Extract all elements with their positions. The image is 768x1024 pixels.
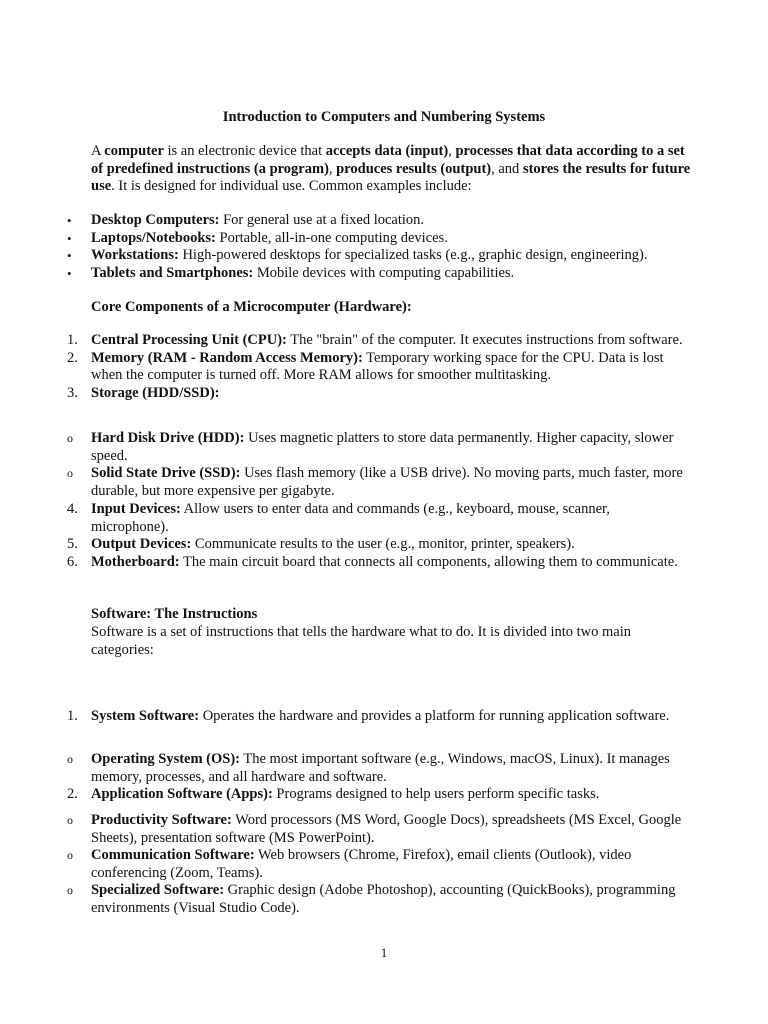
list-item xyxy=(0,751,691,786)
bullet-icon: • xyxy=(67,265,72,281)
intro-paragraph xyxy=(91,143,691,196)
item-term: Solid State Drive (SSD): xyxy=(91,465,241,481)
hardware-list xyxy=(0,332,768,402)
software-list xyxy=(0,708,768,726)
list-item xyxy=(0,247,691,265)
list-number: 3. xyxy=(67,384,78,401)
item-text: Uses magnetic platters to store data permanently. Higher capacity, slower speed. xyxy=(91,430,674,464)
item-term: Specialized Software: xyxy=(91,882,225,898)
item-term: Productivity Software: xyxy=(91,812,232,828)
item-term: Memory (RAM - Random Access Memory): xyxy=(91,349,363,366)
list-item xyxy=(0,212,691,230)
circle-bullet-icon: o xyxy=(67,752,73,766)
storage-list xyxy=(0,430,768,500)
item-text: Graphic design (Adobe Photoshop), accounting (QuickBooks), programming environments (Visual Studio Code). xyxy=(91,882,676,916)
item-term: Communication Software: xyxy=(91,847,255,863)
apps-list xyxy=(0,812,768,917)
list-item xyxy=(0,708,691,726)
item-term: Storage (HDD/SSD): xyxy=(91,384,220,401)
circle-bullet-icon: o xyxy=(67,431,73,445)
item-term: Motherboard: xyxy=(91,553,180,570)
circle-bullet-icon: o xyxy=(67,883,73,897)
list-number: 1. xyxy=(67,332,78,348)
item-term: Hard Disk Drive (HDD): xyxy=(91,430,245,446)
item-text: Word processors (MS Word, Google Docs), spreadsheets (MS Excel, Google Sheets), presentation software (MS PowerPoint). xyxy=(91,812,682,846)
item-text: High-powered desktops for specialized tasks (e.g., graphic design, engineering). xyxy=(178,247,648,263)
item-term: Central Processing Unit (CPU): xyxy=(91,332,287,348)
item-text: Temporary working space for the CPU. Data is lost when the computer is turned off. More RAM allows for smoother multitasking. xyxy=(91,349,664,383)
list-item xyxy=(0,501,691,536)
item-term: Laptops/Notebooks: xyxy=(91,229,216,246)
intro-bold: produces results (output) xyxy=(336,160,492,177)
intro-bold: accepts data (input) xyxy=(325,143,449,159)
list-number: 5. xyxy=(67,536,78,552)
item-term: Operating System (OS): xyxy=(91,751,241,767)
list-item xyxy=(0,812,691,847)
list-number: 2. xyxy=(67,349,78,366)
item-term: Output Devices: xyxy=(91,536,192,552)
list-number: 2. xyxy=(67,786,78,802)
hardware-heading: Core Components of a Microcomputer (Hardware): xyxy=(91,299,412,315)
circle-bullet-icon: o xyxy=(67,466,73,480)
list-number: 1. xyxy=(67,708,78,724)
item-text: The most important software (e.g., Windows, macOS, Linux). It manages memory, processes, and all hardware and software. xyxy=(91,751,670,785)
item-text: Allow users to enter data and commands (e.g., keyboard, mouse, scanner, microphone). xyxy=(91,501,610,535)
intro-text: is an electronic device that xyxy=(163,143,326,159)
bullet-icon: • xyxy=(67,230,72,246)
list-item xyxy=(0,465,691,500)
item-term: Desktop Computers: xyxy=(91,212,220,228)
item-text: Operates the hardware and provides a platform for running application software. xyxy=(199,708,670,724)
circle-bullet-icon: o xyxy=(67,848,73,862)
list-number: 6. xyxy=(67,553,78,570)
intro-text: , and xyxy=(491,160,523,177)
intro-bold: computer xyxy=(104,143,164,159)
item-text: Web browsers (Chrome, Firefox), email clients (Outlook), video conferencing (Zoom, Teams). xyxy=(91,847,632,881)
item-text: Mobile devices with computing capabilities. xyxy=(253,264,515,281)
list-item xyxy=(0,536,691,554)
list-number: 4. xyxy=(67,501,78,517)
list-item xyxy=(0,882,691,917)
item-text: Uses flash memory (like a USB drive). No moving parts, much faster, more durable, but more expensive per gigabyte. xyxy=(91,465,683,499)
list-item xyxy=(0,847,691,882)
intro-text: , xyxy=(448,143,456,159)
hardware-list-continued xyxy=(0,501,768,571)
intro-text: , xyxy=(328,160,337,177)
item-term: Tablets and Smartphones: xyxy=(91,264,254,281)
list-item xyxy=(0,786,691,804)
item-term: Workstations: xyxy=(91,247,179,263)
item-text: Portable, all-in-one computing devices. xyxy=(215,229,448,246)
list-item xyxy=(0,265,691,283)
item-term: Application Software (Apps): xyxy=(91,786,273,802)
software-heading: Software: The Instructions xyxy=(91,606,258,622)
bullet-icon: • xyxy=(67,213,72,228)
item-text: Communicate results to the user (e.g., monitor, printer, speakers). xyxy=(191,536,575,552)
list-item xyxy=(0,385,691,403)
item-text: The main circuit board that connects all components, allowing them to communicate. xyxy=(179,553,678,570)
list-item xyxy=(0,230,691,248)
item-term: Input Devices: xyxy=(91,501,181,517)
list-item xyxy=(0,554,691,572)
examples-list xyxy=(0,212,768,282)
list-item xyxy=(0,350,691,385)
list-item xyxy=(0,430,691,465)
software-intro: Software is a set of instructions that tells the hardware what to do. It is divided into two main categories: xyxy=(91,624,632,658)
item-text: Programs designed to help users perform specific tasks. xyxy=(272,786,600,802)
item-text: For general use at a fixed location. xyxy=(219,212,425,228)
item-text: The "brain" of the computer. It executes instructions from software. xyxy=(286,332,683,348)
os-list xyxy=(0,751,768,804)
intro-bold: processes that data according to a set of predefined instructions (a program) xyxy=(91,143,685,177)
intro-text: A xyxy=(91,143,105,159)
list-item xyxy=(0,332,691,350)
intro-bold: stores the results for future use xyxy=(91,160,691,194)
circle-bullet-icon: o xyxy=(67,813,73,827)
page-number: 1 xyxy=(380,945,388,960)
intro-text: . It is designed for individual use. Common examples include: xyxy=(111,178,472,194)
document-title: Introduction to Computers and Numbering Systems xyxy=(222,109,546,125)
bullet-icon: • xyxy=(67,248,72,263)
item-term: System Software: xyxy=(91,708,200,724)
